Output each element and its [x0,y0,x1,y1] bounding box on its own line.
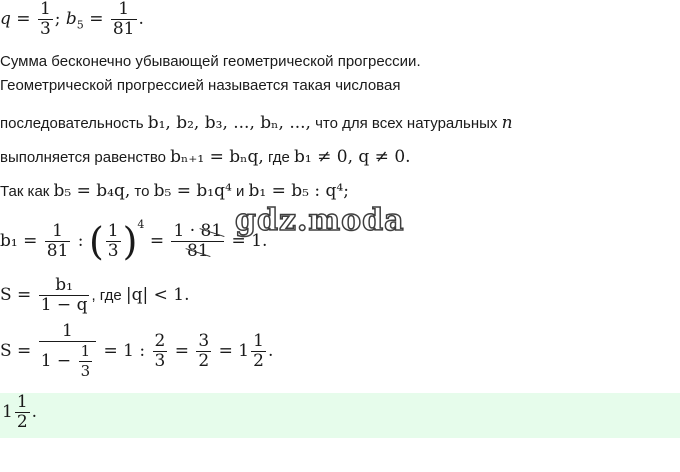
answer-box [0,393,680,438]
text-line-2: Геометрической прогрессией называется такая числовая [0,77,401,94]
text-line-5: Так как b₅ = b₄q, то b₅ = b₁q⁴ и b₁ = b₅ : q⁴; [0,181,349,201]
answer-value: 1 $\frac{1}{2}$ . [2,392,38,432]
q-fraction: $\frac{1}{3}$ [39,0,51,39]
equation-sum-formula: S = $\frac{\text{b₁}}{1 - q}$ , где |q| < 1. [0,275,190,315]
equation-b1: b₁ = $\frac{1}{81}$ : ( $\frac{1}{3}$ )$^4$ = $\frac{1 \cdot 81}{81}$ = 1. [0,218,268,264]
q-label: q = [0,9,36,29]
text-line-3: последовательность b₁, b₂, b₃, ..., bₙ, ..., что для всех натуральных n [0,113,513,133]
equation-sum-value: S = 1 1 − $\frac{1}{3}$ = 1 : $\frac{2}{3}$ = $\frac{3}{2}$ = 1 $\frac{1}{2}$ . [0,321,274,380]
watermark-logo: gdz.moda [235,203,405,238]
text-line-4: выполняется равенство bₙ₊₁ = bₙq, где b₁ ≠ 0, q ≠ 0. [0,147,411,167]
given-line: q = $\frac{1}{3}$ ; $b_5$ = $\frac{1}{81}$ . [0,0,144,39]
text-line-1: Сумма бесконечно убывающей геометрической прогрессии. [0,53,421,70]
b5-fraction: $\frac{1}{81}$ [112,0,135,39]
